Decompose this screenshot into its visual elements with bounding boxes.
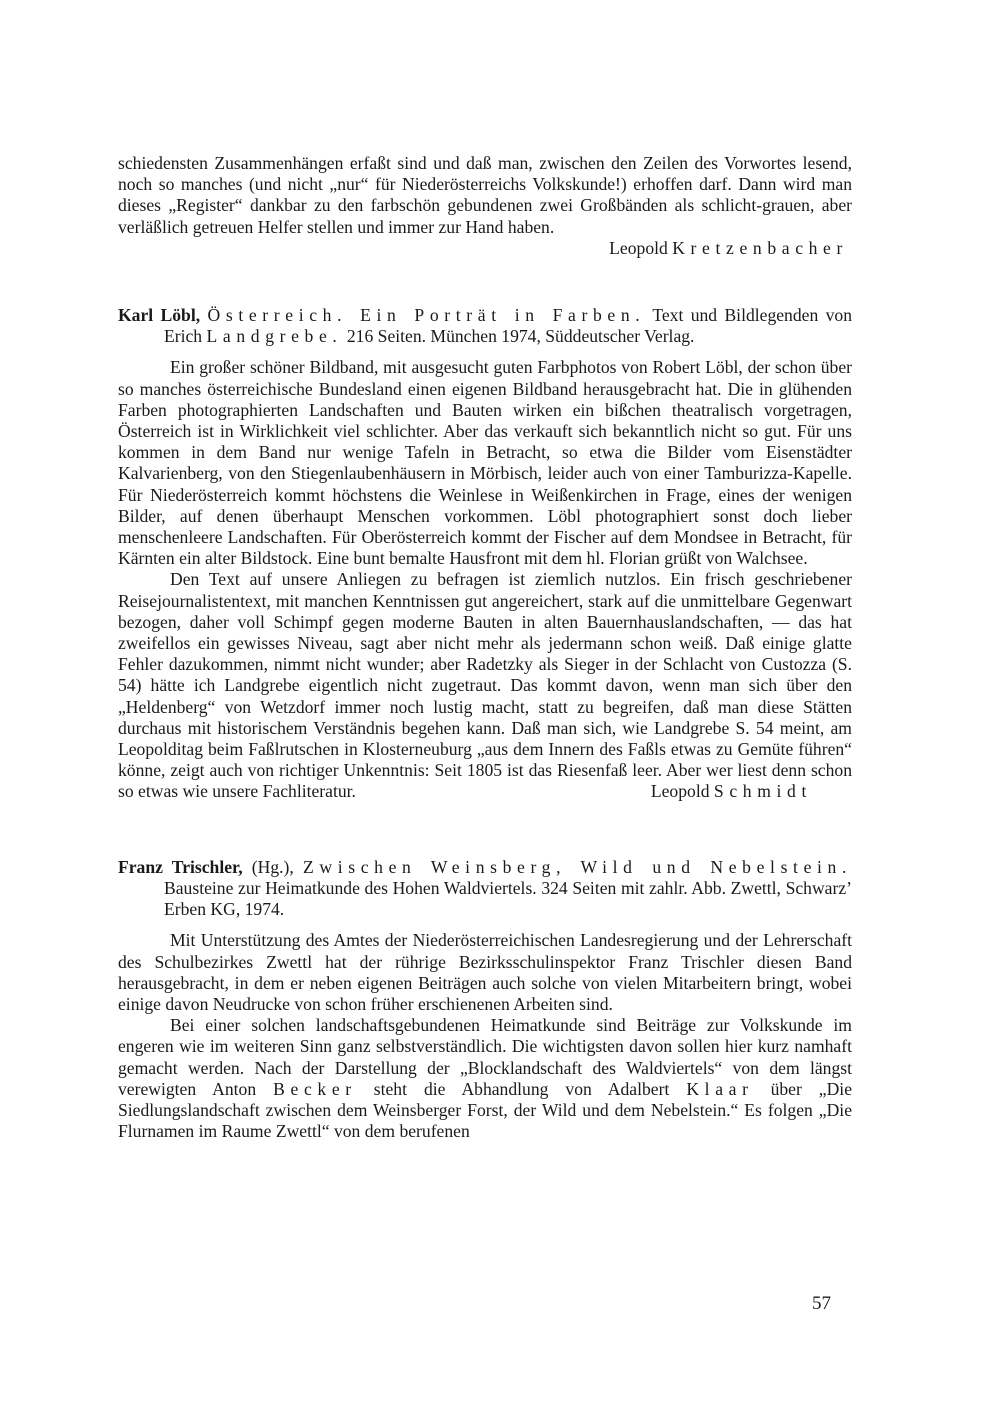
review-author: Franz Trischler, <box>118 856 243 877</box>
review-header-trischler: Franz Trischler, (Hg.), Zwischen Weinsberg, Wild und Nebelstein. Bausteine zur Heimatkunde des Hohen Waldviertels. 324 Seiten mit zahlr. Abb. Zwettl, Schwarz’ Erben KG, 1974. <box>118 856 852 920</box>
review-paragraph: Bei einer solchen landschaftsgebundenen Heimatkunde sind Beiträge zur Volkskunde im engeren wie im weiteren Sinn ganz selbstverständlich. Die wichtigsten davon sollen hier kurz namhaft gemacht werden. Nach der Darstellung der „Blocklandschaft des Waldviertels“ von dem längst verewigten Anton Becker steht die Abhandlung von Adalbert Klaar über „Die Siedlungslandschaft zwischen dem Weinsberger Forst, der Wild und dem Nebelstein.“ Es folgen „Die Flurnamen im Raume Zwettl“ von dem berufenen <box>118 1015 853 1142</box>
review-paragraph: Ein großer schöner Bildband, mit ausgesucht guten Farbphotos von Robert Löbl, der schon über so manches österreichische Bundesland einen eigenen Bildband herausgebracht hat. Die in glühenden Farben photographierten Landschaften und Bauten wirken ein bißchen theatralisch vorgetragen, Österreich ist in Wirklichkeit viel schlichter. Aber das verkauft sich bekanntlich nicht so gut. Für uns kommen in dem Band nur wenige Tafeln in Betracht, so etwa die Bilder vom Eisenstädter Kalvarienberg, von den Stiegenlaubenhäusern in Mörbisch, leider auch von einer Tamburizza-Kapelle. Für Niederösterreich kommt höchstens die Weinlese in Weißenkirchen in Frage, eines der wenigen Bilder, auf denen überhaupt Menschen vorkommen. Löbl photographiert sonst doch lieber menschenleere Landschaften. Für Oberösterreich kommt der Fischer auf dem Mondsee in Betracht, für Kärnten ein alter Bildstock. Eine bunt bemalte Hausfront mit dem hl. Florian grüßt von Walchsee. <box>118 357 852 569</box>
review-author: Karl Löbl, <box>118 305 201 326</box>
top-paragraph: schiedensten Zusammenhängen erfaßt sind und daß man, zwischen den Zeilen des Vorwortes lesend, noch so manches (und nicht „nur“ für Niederösterreichs Volkskunde!) erhoffen darf. Dann wird man dieses „Register“ dankbar zu den farbschön gebundenen zwei Großbänden als schlicht-grauen, aber verläßlich getreuen Helfer stellen und immer zur Hand haben. <box>118 153 852 237</box>
review-header-loebl: Karl Löbl, Österreich. Ein Porträt in Farben. Text und Bildlegenden von Erich Landgrebe. 216 Seiten. München 1974, Süddeutscher Verlag. <box>118 305 852 347</box>
review-paragraph: Den Text auf unsere Anliegen zu befragen ist ziemlich nutzlos. Ein frisch geschriebener Reisejournalistentext, mit manchen Kenntnissen gut angereichert, stark auf die unmittelbare Gegenwart bezogen, daher voll Schimpf gegen moderne Bauten in alten Bauernhauslandschaften, — das hat zweifellos ein gewisses Niveau, sagt aber nicht mehr als jedermann schon weiß. Daß einige glatte Fehler dazukommen, nimmt nicht wunder; aber Radetzky als Sieger in der Schlacht von Custozza (S. 54) hätte ich Landgrebe eigentlich nicht zugetraut. Das kommt davon, wenn man sich über den „Heldenberg“ von Wetzdorf immer noch lustig macht, statt zu begreifen, daß man diese Stätten durchaus mit historischem Verständnis begehen kann. Daß man sich, wie Landgrebe S. 54 meint, am Leopolditag beim Faßlrutschen in Klosterneuburg „aus dem Innern des Faßls etwas zu Gemüte führen“ könne, zeigt auch von richtiger Unkenntnis: Seit 1805 ist das Riesenfaß leer. Aber wer liest denn schon so etwas wie unsere Fachliteratur. Leopold Schmidt <box>118 569 852 802</box>
page-number: 57 <box>812 1293 831 1314</box>
review-paragraph: Mit Unterstützung des Amtes der Niederösterreichischen Landesregierung und der Lehrerschaft des Schulbezirkes Zwettl hat der rührige Bezirksschulinspektor Franz Trischler diesen Band herausgebracht, in dem er neben eigenen Beiträgen auch solche von vielen Mitarbeitern bringt, wobei einige davon Neudrucke von schon früher erschienenen Arbeiten sind. <box>118 930 852 1014</box>
review-coauthor: Landgrebe. <box>206 326 343 347</box>
signature-kretzenbacher: Leopold Kretzenbacher <box>609 237 848 258</box>
signature-schmidt: Leopold Schmidt <box>650 781 812 802</box>
review-title: Zwischen Weinsberg, Wild und Nebelstein. <box>302 856 852 877</box>
page-body <box>118 153 852 1142</box>
review-title: Österreich. Ein Porträt in Farben. <box>207 305 646 326</box>
